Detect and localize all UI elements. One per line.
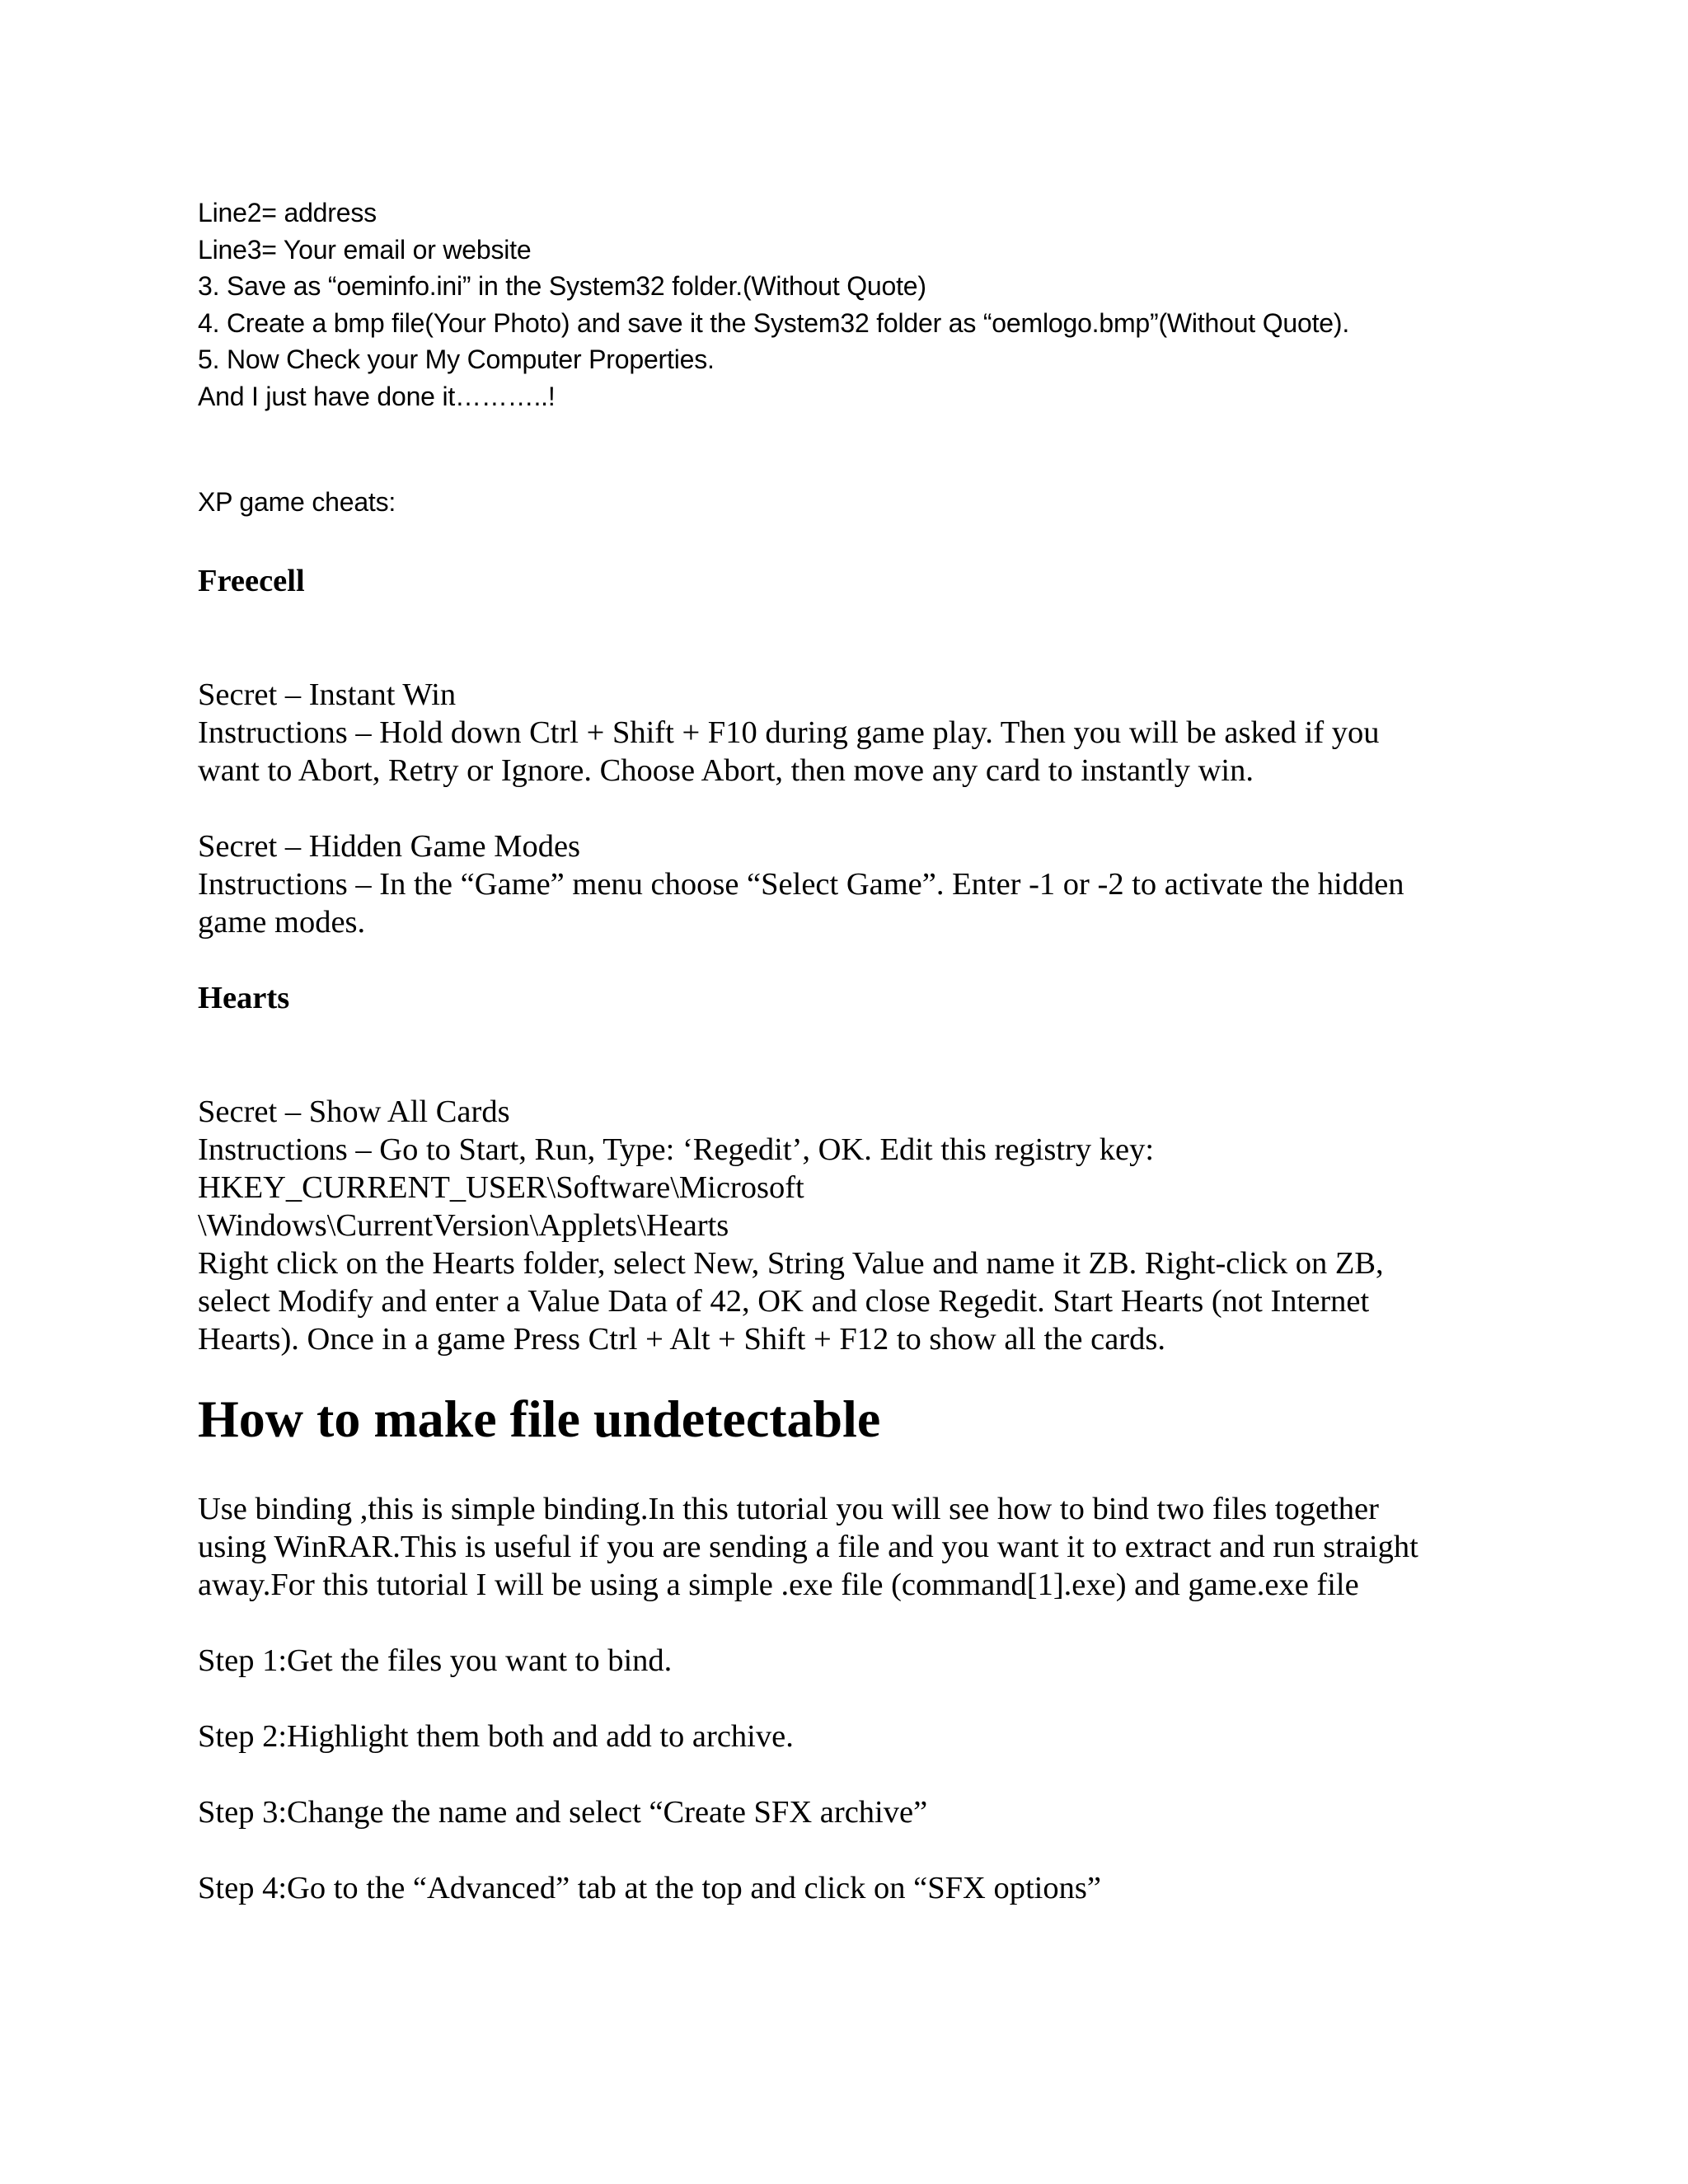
intro-line: And I just have done it………..!	[198, 381, 556, 411]
secret-name: Secret – Hidden Game Modes	[198, 829, 581, 864]
hearts-title: Hearts	[198, 981, 290, 1015]
registry-key-line: HKEY_CURRENT_USER\Software\Microsoft	[198, 1170, 804, 1205]
binding-intro	[198, 1490, 1517, 1604]
instruction-line: select Modify and enter a Value Data of 42, OK and close Regedit. Start Hearts (not Internet	[198, 1284, 1370, 1319]
freecell-secret-instant-win	[198, 676, 1517, 790]
step-3: Step 3:Change the name and select “Create SFX archive”	[198, 1795, 928, 1830]
instruction-line: Instructions – Go to Start, Run, Type: ‘Regedit’, OK. Edit this registry key:	[198, 1132, 1155, 1167]
instruction-line: Right click on the Hearts folder, select New, String Value and name it ZB. Right-click on ZB,	[198, 1246, 1384, 1281]
step-4: Step 4:Go to the “Advanced” tab at the top and click on “SFX options”	[198, 1871, 1101, 1905]
paragraph-line: using WinRAR.This is useful if you are sending a file and you want it to extract and run straight	[198, 1530, 1418, 1564]
instruction-line: Instructions – Hold down Ctrl + Shift + F10 during game play. Then you will be asked if you	[198, 715, 1380, 750]
secret-name: Secret – Instant Win	[198, 677, 457, 712]
step-2: Step 2:Highlight them both and add to archive.	[198, 1719, 794, 1754]
intro-line: Line3= Your email or website	[198, 234, 532, 265]
hearts-secret-show-cards	[198, 1093, 1517, 1358]
xp-cheats-label: XP game cheats:	[198, 487, 396, 517]
instruction-line: Hearts). Once in a game Press Ctrl + Alt + Shift + F12 to show all the cards.	[198, 1322, 1165, 1357]
intro-line: Line2= address	[198, 198, 377, 227]
instruction-line: want to Abort, Retry or Ignore. Choose Abort, then move any card to instantly win.	[198, 753, 1254, 788]
instruction-line: Instructions – In the “Game” menu choose “Select Game”. Enter -1 or -2 to activate the hidden	[198, 867, 1404, 902]
section-heading: How to make file undetectable	[198, 1390, 881, 1448]
intro-line: 3. Save as “oeminfo.ini” in the System32 folder.(Without Quote)	[198, 271, 926, 301]
paragraph-line: Use binding ,this is simple binding.In this tutorial you will see how to bind two files together	[198, 1492, 1379, 1526]
freecell-secret-hidden-modes	[198, 827, 1517, 941]
freecell-title: Freecell	[198, 564, 305, 598]
paragraph-line: away.For this tutorial I will be using a simple .exe file (command[1].exe) and game.exe file	[198, 1568, 1359, 1602]
secret-name: Secret – Show All Cards	[198, 1094, 510, 1129]
intro-text	[198, 194, 1517, 415]
intro-line: 4. Create a bmp file(Your Photo) and save it the System32 folder as “oemlogo.bmp”(Without Quote).	[198, 307, 1350, 338]
step-1: Step 1:Get the files you want to bind.	[198, 1643, 673, 1678]
registry-key-line: \Windows\CurrentVersion\Applets\Hearts	[198, 1208, 729, 1243]
instruction-line: game modes.	[198, 905, 366, 940]
intro-line: 5. Now Check your My Computer Properties.	[198, 344, 715, 374]
